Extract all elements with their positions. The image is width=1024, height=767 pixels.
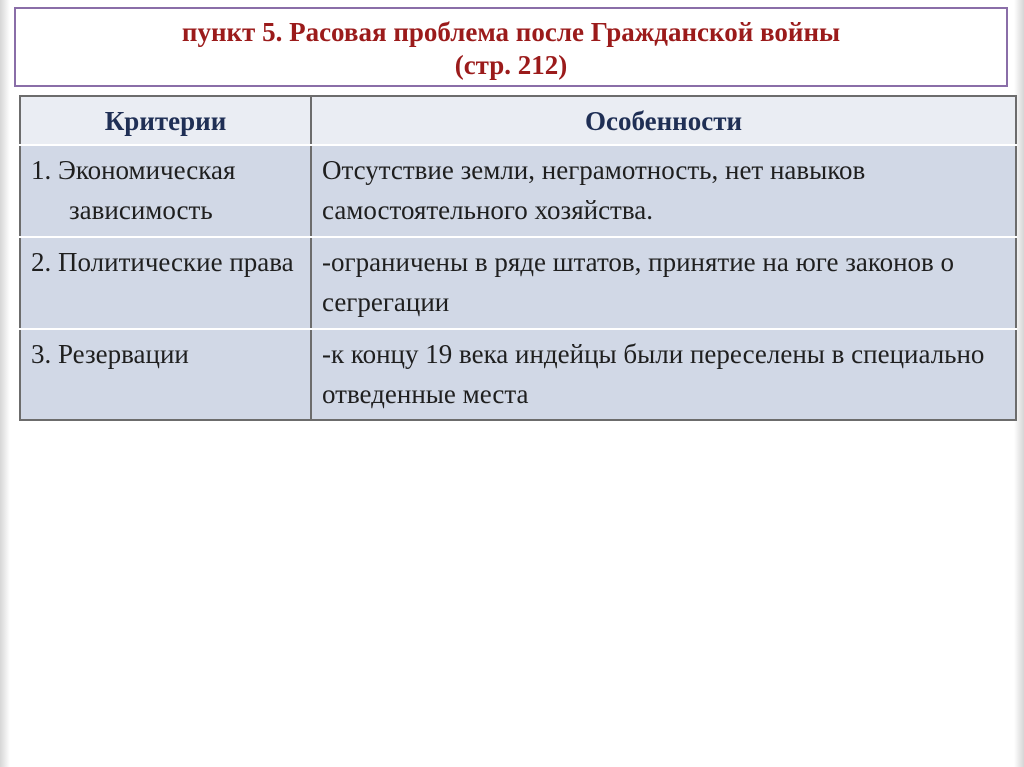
- table-row: [20, 237, 1016, 329]
- criterion-text: 1. Экономическая зависимость: [31, 155, 236, 225]
- criteria-table: [19, 95, 1017, 421]
- criterion-cell: [20, 145, 311, 237]
- feature-cell: Отсутствие земли, неграмотность, нет навыков самостоятельного хозяйства.: [311, 145, 1016, 237]
- criterion-cell: 3. Резервации: [20, 329, 311, 420]
- header-criteria: Критерии: [20, 96, 311, 145]
- criterion-cell: 2. Политические права: [20, 237, 311, 329]
- table-header-row: [20, 96, 1016, 145]
- feature-cell: -к концу 19 века индейцы были переселены в специально отведенные места: [311, 329, 1016, 420]
- slide-title-line-2: (стр. 212): [454, 50, 568, 80]
- header-features: Особенности: [311, 96, 1016, 145]
- table-row: [20, 145, 1016, 237]
- slide-title: [14, 7, 1008, 87]
- slide-title-line-1: пункт 5. Расовая проблема после Гражданской войны: [181, 17, 841, 47]
- left-edge-shadow: [0, 0, 10, 767]
- table-row: [20, 329, 1016, 420]
- feature-cell: -ограничены в ряде штатов, принятие на юге законов о сегрегации: [311, 237, 1016, 329]
